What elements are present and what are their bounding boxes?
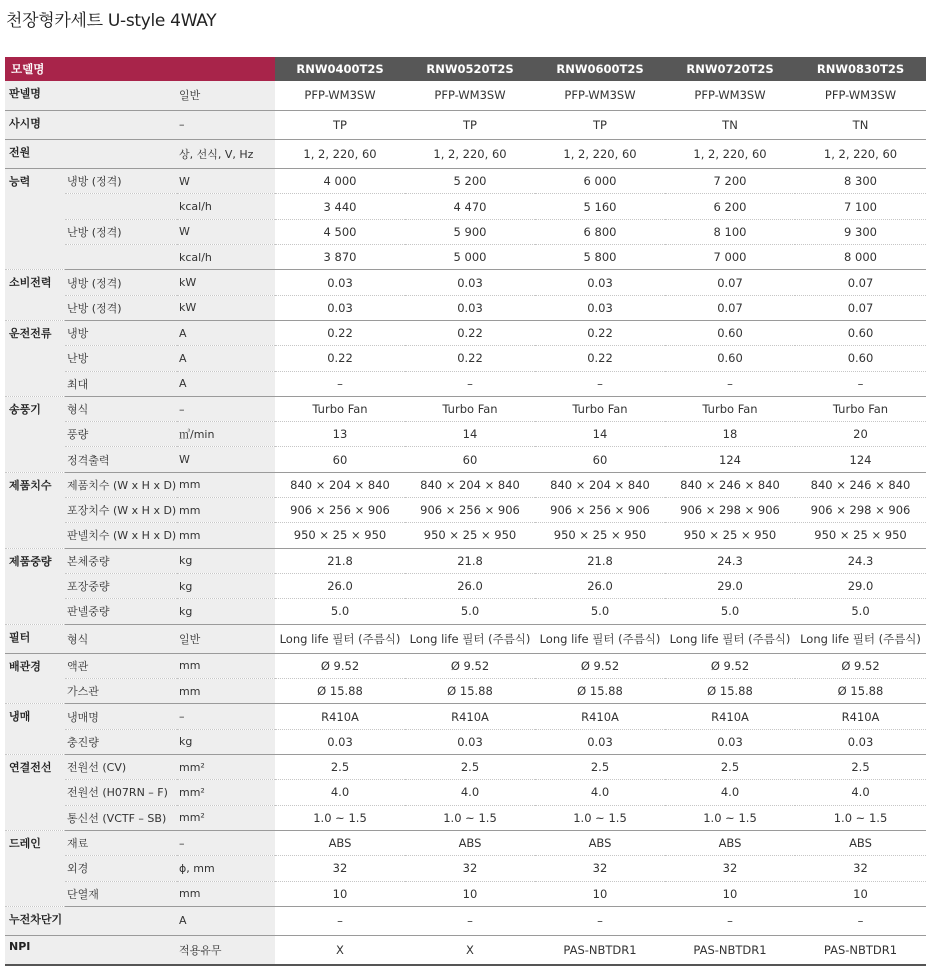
unit-label: mm² <box>177 805 275 830</box>
value-cell: R410A <box>665 704 795 729</box>
value-cell: Turbo Fan <box>275 396 405 421</box>
table-row <box>5 755 926 780</box>
value-cell: 60 <box>275 447 405 472</box>
unit-label: A <box>177 371 275 396</box>
value-cell: 29.0 <box>665 573 795 598</box>
table-row <box>5 498 926 523</box>
value-cell: ABS <box>535 830 665 855</box>
value-cell: 1.0 ~ 1.5 <box>405 805 535 830</box>
value-cell: ABS <box>405 830 535 855</box>
value-cell: Ø 15.88 <box>535 679 665 704</box>
value-cell: TN <box>665 110 795 139</box>
value-cell: 3 870 <box>275 245 405 270</box>
sub-label <box>65 936 177 966</box>
value-cell: 7 200 <box>665 169 795 194</box>
unit-label: 상, 선식, V, Hz <box>177 139 275 168</box>
sub-label: 재료 <box>65 830 177 855</box>
sub-label: 외경 <box>65 856 177 881</box>
value-cell: R410A <box>795 704 926 729</box>
value-cell: 5 200 <box>405 169 535 194</box>
value-cell: 5 800 <box>535 245 665 270</box>
value-cell: 0.03 <box>275 729 405 754</box>
value-cell: PAS-NBTDR1 <box>795 936 926 966</box>
value-cell: 0.60 <box>795 346 926 371</box>
model-name: RNW0600T2S <box>535 57 665 81</box>
unit-label: mm <box>177 679 275 704</box>
value-cell: R410A <box>535 704 665 729</box>
category-label: 제품중량 <box>5 548 65 624</box>
value-cell: 26.0 <box>275 573 405 598</box>
value-cell: 10 <box>275 881 405 906</box>
value-cell: 5.0 <box>405 599 535 624</box>
value-cell: 840 × 204 × 840 <box>275 472 405 497</box>
sub-label: 난방 <box>65 346 177 371</box>
value-cell: 32 <box>665 856 795 881</box>
value-cell: 3 440 <box>275 194 405 219</box>
sub-label: 통신선 (VCTF – SB) <box>65 805 177 830</box>
table-row <box>5 320 926 345</box>
value-cell: 4 000 <box>275 169 405 194</box>
value-cell: Long life 필터 (주름식) <box>795 624 926 653</box>
table-row <box>5 447 926 472</box>
value-cell: Ø 15.88 <box>665 679 795 704</box>
value-cell: 0.03 <box>665 729 795 754</box>
sub-label <box>65 194 177 219</box>
category-label: 누전차단기 <box>5 906 65 935</box>
value-cell: 20 <box>795 422 926 447</box>
value-cell: 60 <box>405 447 535 472</box>
sub-label <box>65 906 177 935</box>
value-cell: 906 × 298 × 906 <box>665 498 795 523</box>
table-row <box>5 624 926 653</box>
value-cell: PFP-WM3SW <box>665 81 795 110</box>
unit-label: – <box>177 396 275 421</box>
value-cell: TP <box>405 110 535 139</box>
value-cell: 2.5 <box>665 755 795 780</box>
sub-label: 난방 (정격) <box>65 295 177 320</box>
sub-label: 형식 <box>65 396 177 421</box>
value-cell: 7 000 <box>665 245 795 270</box>
table-row <box>5 371 926 396</box>
value-cell: 4.0 <box>405 780 535 805</box>
value-cell: 906 × 256 × 906 <box>275 498 405 523</box>
value-cell: 24.3 <box>665 548 795 573</box>
unit-label: mm <box>177 472 275 497</box>
value-cell: 14 <box>535 422 665 447</box>
value-cell: 0.22 <box>405 320 535 345</box>
unit-label: W <box>177 447 275 472</box>
sub-label: 판넬중량 <box>65 599 177 624</box>
value-cell: 0.03 <box>405 270 535 295</box>
value-cell: Long life 필터 (주름식) <box>665 624 795 653</box>
value-cell: – <box>275 906 405 935</box>
table-row <box>5 548 926 573</box>
value-cell: 0.07 <box>795 270 926 295</box>
value-cell: 2.5 <box>275 755 405 780</box>
sub-label: 정격출력 <box>65 447 177 472</box>
value-cell: Turbo Fan <box>535 396 665 421</box>
value-cell: Ø 15.88 <box>275 679 405 704</box>
table-row <box>5 194 926 219</box>
value-cell: 8 300 <box>795 169 926 194</box>
value-cell: 0.03 <box>795 729 926 754</box>
category-label: 전원 <box>5 139 65 168</box>
value-cell: – <box>405 906 535 935</box>
value-cell: Ø 15.88 <box>405 679 535 704</box>
value-cell: Turbo Fan <box>405 396 535 421</box>
table-row <box>5 679 926 704</box>
model-name: RNW0520T2S <box>405 57 535 81</box>
value-cell: X <box>275 936 405 966</box>
value-cell: 5 160 <box>535 194 665 219</box>
unit-label: 적용유무 <box>177 936 275 966</box>
unit-label: kcal/h <box>177 245 275 270</box>
value-cell: TN <box>795 110 926 139</box>
value-cell: Ø 9.52 <box>795 653 926 678</box>
unit-label: – <box>177 830 275 855</box>
category-label: 드레인 <box>5 830 65 906</box>
unit-label: – <box>177 110 275 139</box>
table-row <box>5 523 926 548</box>
unit-label: A <box>177 320 275 345</box>
value-cell: 0.60 <box>795 320 926 345</box>
table-row <box>5 270 926 295</box>
unit-label: kW <box>177 295 275 320</box>
category-label: NPI <box>5 936 65 966</box>
sub-label <box>65 110 177 139</box>
value-cell: 32 <box>535 856 665 881</box>
sub-label: 형식 <box>65 624 177 653</box>
value-cell: 5 000 <box>405 245 535 270</box>
unit-label: kg <box>177 729 275 754</box>
value-cell: – <box>535 371 665 396</box>
value-cell: ABS <box>795 830 926 855</box>
value-cell: 26.0 <box>405 573 535 598</box>
category-label: 제품치수 <box>5 472 65 548</box>
table-row <box>5 81 926 110</box>
value-cell: 0.60 <box>665 346 795 371</box>
value-cell: 950 × 25 × 950 <box>795 523 926 548</box>
table-row <box>5 169 926 194</box>
value-cell: – <box>795 371 926 396</box>
table-row <box>5 906 926 935</box>
value-cell: 2.5 <box>795 755 926 780</box>
table-row <box>5 295 926 320</box>
category-label: 배관경 <box>5 653 65 704</box>
table-row <box>5 599 926 624</box>
sub-label: 냉매명 <box>65 704 177 729</box>
table-row <box>5 881 926 906</box>
table-row <box>5 830 926 855</box>
category-label: 소비전력 <box>5 270 65 321</box>
value-cell: 60 <box>535 447 665 472</box>
value-cell: 950 × 25 × 950 <box>665 523 795 548</box>
value-cell: 0.03 <box>405 295 535 320</box>
value-cell: 0.03 <box>275 295 405 320</box>
value-cell: – <box>665 371 795 396</box>
value-cell: 840 × 204 × 840 <box>405 472 535 497</box>
value-cell: 0.03 <box>535 270 665 295</box>
unit-label: kg <box>177 548 275 573</box>
sub-label: 가스관 <box>65 679 177 704</box>
unit-label: 일반 <box>177 81 275 110</box>
sub-label: 최대 <box>65 371 177 396</box>
table-row <box>5 573 926 598</box>
value-cell: 7 100 <box>795 194 926 219</box>
value-cell: 9 300 <box>795 219 926 244</box>
value-cell: 0.22 <box>535 346 665 371</box>
value-cell: 5.0 <box>275 599 405 624</box>
value-cell: Turbo Fan <box>795 396 926 421</box>
value-cell: 21.8 <box>405 548 535 573</box>
value-cell: Ø 9.52 <box>535 653 665 678</box>
value-cell: 124 <box>665 447 795 472</box>
value-cell: 10 <box>535 881 665 906</box>
value-cell: 1.0 ~ 1.5 <box>275 805 405 830</box>
unit-label: kcal/h <box>177 194 275 219</box>
value-cell: 32 <box>275 856 405 881</box>
value-cell: Long life 필터 (주름식) <box>535 624 665 653</box>
value-cell: TP <box>535 110 665 139</box>
sub-label: 액관 <box>65 653 177 678</box>
value-cell: ABS <box>665 830 795 855</box>
value-cell: PAS-NBTDR1 <box>535 936 665 966</box>
value-cell: 6 000 <box>535 169 665 194</box>
category-label: 필터 <box>5 624 65 653</box>
value-cell: Ø 9.52 <box>665 653 795 678</box>
value-cell: 4.0 <box>665 780 795 805</box>
value-cell: 0.03 <box>405 729 535 754</box>
value-cell: 840 × 246 × 840 <box>665 472 795 497</box>
value-cell: 950 × 25 × 950 <box>535 523 665 548</box>
sub-label: 풍량 <box>65 422 177 447</box>
unit-label: mm² <box>177 755 275 780</box>
value-cell: 840 × 246 × 840 <box>795 472 926 497</box>
unit-label: kW <box>177 270 275 295</box>
value-cell: 6 200 <box>665 194 795 219</box>
table-row <box>5 110 926 139</box>
value-cell: 10 <box>405 881 535 906</box>
value-cell: 1.0 ~ 1.5 <box>795 805 926 830</box>
unit-label: mm² <box>177 780 275 805</box>
value-cell: 4.0 <box>275 780 405 805</box>
sub-label: 판넬치수 (W x H x D) <box>65 523 177 548</box>
unit-label: mm <box>177 498 275 523</box>
table-row <box>5 396 926 421</box>
value-cell: 10 <box>795 881 926 906</box>
value-cell: – <box>795 906 926 935</box>
value-cell: TP <box>275 110 405 139</box>
value-cell: 1, 2, 220, 60 <box>405 139 535 168</box>
value-cell: 6 800 <box>535 219 665 244</box>
value-cell: 950 × 25 × 950 <box>275 523 405 548</box>
value-cell: 4.0 <box>535 780 665 805</box>
value-cell: PFP-WM3SW <box>275 81 405 110</box>
value-cell: 5 900 <box>405 219 535 244</box>
value-cell: – <box>535 906 665 935</box>
unit-label: – <box>177 704 275 729</box>
value-cell: 5.0 <box>665 599 795 624</box>
value-cell: 5.0 <box>535 599 665 624</box>
value-cell: 4 500 <box>275 219 405 244</box>
value-cell: PFP-WM3SW <box>535 81 665 110</box>
sub-label <box>65 81 177 110</box>
value-cell: 0.07 <box>665 295 795 320</box>
table-row <box>5 346 926 371</box>
unit-label: A <box>177 906 275 935</box>
table-row <box>5 245 926 270</box>
model-name: RNW0720T2S <box>665 57 795 81</box>
value-cell: 18 <box>665 422 795 447</box>
value-cell: 1.0 ~ 1.5 <box>535 805 665 830</box>
value-cell: 0.60 <box>665 320 795 345</box>
value-cell: 32 <box>405 856 535 881</box>
model-name: RNW0400T2S <box>275 57 405 81</box>
table-row <box>5 936 926 966</box>
value-cell: 124 <box>795 447 926 472</box>
value-cell: PAS-NBTDR1 <box>665 936 795 966</box>
value-cell: 32 <box>795 856 926 881</box>
unit-label: W <box>177 169 275 194</box>
value-cell: R410A <box>275 704 405 729</box>
value-cell: 1, 2, 220, 60 <box>665 139 795 168</box>
value-cell: 1, 2, 220, 60 <box>795 139 926 168</box>
sub-label: 충진량 <box>65 729 177 754</box>
unit-label: 일반 <box>177 624 275 653</box>
unit-label: A <box>177 346 275 371</box>
sub-label: 제품치수 (W x H x D) <box>65 472 177 497</box>
unit-label: ɸ, mm <box>177 856 275 881</box>
unit-label: kg <box>177 573 275 598</box>
sub-label: 전원선 (H07RN – F) <box>65 780 177 805</box>
value-cell: 4 470 <box>405 194 535 219</box>
value-cell: 0.22 <box>405 346 535 371</box>
category-label: 송풍기 <box>5 396 65 472</box>
value-cell: ABS <box>275 830 405 855</box>
value-cell: 906 × 256 × 906 <box>405 498 535 523</box>
value-cell: X <box>405 936 535 966</box>
sub-label: 냉방 (정격) <box>65 270 177 295</box>
value-cell: R410A <box>405 704 535 729</box>
unit-label: mm <box>177 523 275 548</box>
unit-label: ㎥/min <box>177 422 275 447</box>
value-cell: 10 <box>665 881 795 906</box>
value-cell: Ø 15.88 <box>795 679 926 704</box>
table-row <box>5 472 926 497</box>
value-cell: 4.0 <box>795 780 926 805</box>
value-cell: 2.5 <box>405 755 535 780</box>
category-label: 사시명 <box>5 110 65 139</box>
value-cell: – <box>405 371 535 396</box>
sub-label: 포장중량 <box>65 573 177 598</box>
table-row <box>5 422 926 447</box>
spec-table <box>5 57 926 966</box>
value-cell: 0.03 <box>535 729 665 754</box>
model-header: 모델명 <box>5 57 275 81</box>
value-cell: 1, 2, 220, 60 <box>275 139 405 168</box>
value-cell: 5.0 <box>795 599 926 624</box>
value-cell: 21.8 <box>535 548 665 573</box>
value-cell: PFP-WM3SW <box>405 81 535 110</box>
value-cell: Ø 9.52 <box>275 653 405 678</box>
value-cell: 24.3 <box>795 548 926 573</box>
sub-label: 난방 (정격) <box>65 219 177 244</box>
value-cell: 0.03 <box>275 270 405 295</box>
value-cell: 1, 2, 220, 60 <box>535 139 665 168</box>
value-cell: 906 × 256 × 906 <box>535 498 665 523</box>
unit-label: mm <box>177 653 275 678</box>
sub-label: 냉방 <box>65 320 177 345</box>
sub-label: 단열재 <box>65 881 177 906</box>
value-cell: 14 <box>405 422 535 447</box>
sub-label <box>65 139 177 168</box>
table-row <box>5 729 926 754</box>
table-row <box>5 704 926 729</box>
sub-label: 포장치수 (W x H x D) <box>65 498 177 523</box>
value-cell: 13 <box>275 422 405 447</box>
unit-label: W <box>177 219 275 244</box>
value-cell: Long life 필터 (주름식) <box>405 624 535 653</box>
sub-label: 본체중량 <box>65 548 177 573</box>
value-cell: 906 × 298 × 906 <box>795 498 926 523</box>
value-cell: 0.07 <box>795 295 926 320</box>
value-cell: 1.0 ~ 1.5 <box>665 805 795 830</box>
category-label: 능력 <box>5 169 65 270</box>
table-row <box>5 780 926 805</box>
model-name: RNW0830T2S <box>795 57 926 81</box>
unit-label: kg <box>177 599 275 624</box>
page-title: 천장형카세트 U-style 4WAY <box>6 11 217 31</box>
unit-label: mm <box>177 881 275 906</box>
value-cell: PFP-WM3SW <box>795 81 926 110</box>
value-cell: Turbo Fan <box>665 396 795 421</box>
value-cell: Ø 9.52 <box>405 653 535 678</box>
category-label: 연결전선 <box>5 755 65 831</box>
value-cell: 8 100 <box>665 219 795 244</box>
value-cell: – <box>665 906 795 935</box>
value-cell: 29.0 <box>795 573 926 598</box>
sub-label: 전원선 (CV) <box>65 755 177 780</box>
category-label: 운전전류 <box>5 320 65 396</box>
category-label: 냉매 <box>5 704 65 755</box>
value-cell: 2.5 <box>535 755 665 780</box>
value-cell: 950 × 25 × 950 <box>405 523 535 548</box>
category-label: 판넬명 <box>5 81 65 110</box>
value-cell: 0.07 <box>665 270 795 295</box>
value-cell: 0.22 <box>275 320 405 345</box>
sub-label <box>65 245 177 270</box>
value-cell: 0.22 <box>275 346 405 371</box>
value-cell: 21.8 <box>275 548 405 573</box>
table-row <box>5 219 926 244</box>
spec-body <box>5 81 926 965</box>
sub-label: 냉방 (정격) <box>65 169 177 194</box>
table-row <box>5 653 926 678</box>
table-row <box>5 139 926 168</box>
table-row <box>5 805 926 830</box>
value-cell: – <box>275 371 405 396</box>
value-cell: 840 × 204 × 840 <box>535 472 665 497</box>
header-row <box>5 57 926 81</box>
table-row <box>5 856 926 881</box>
value-cell: Long life 필터 (주름식) <box>275 624 405 653</box>
value-cell: 0.22 <box>535 320 665 345</box>
value-cell: 8 000 <box>795 245 926 270</box>
value-cell: 26.0 <box>535 573 665 598</box>
value-cell: 0.03 <box>535 295 665 320</box>
